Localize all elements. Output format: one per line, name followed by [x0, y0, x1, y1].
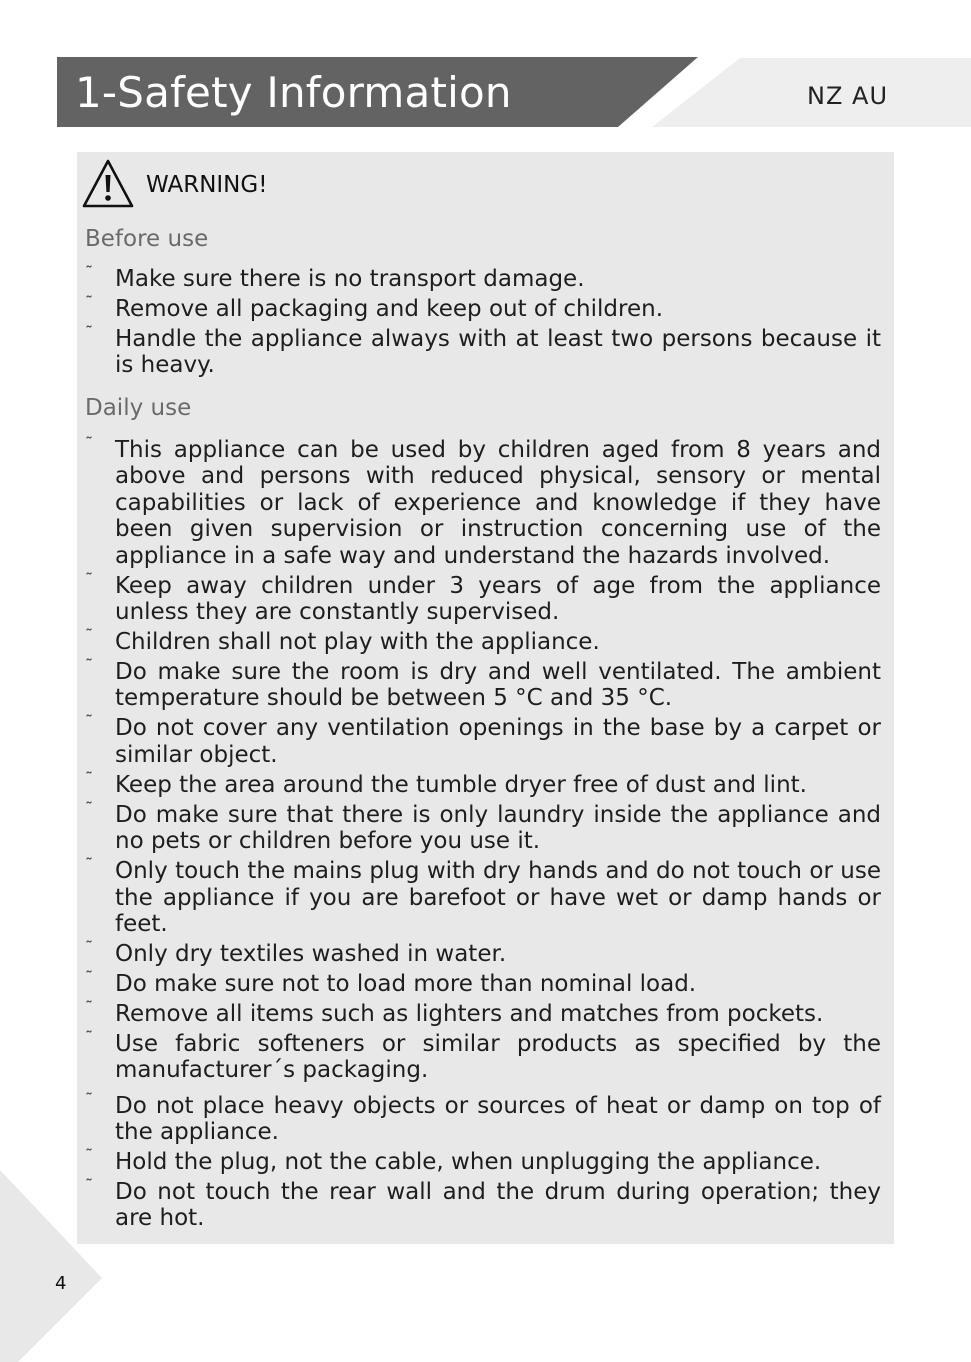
section-heading-before-use: Before use	[85, 226, 209, 252]
list-item-text: Only touch the mains plug with dry hands and do not touch or use the appliance if you are barefoot or have wet or damp hands or feet.	[115, 858, 881, 938]
warning-triangle-icon	[81, 158, 135, 210]
section-heading-daily-use: Daily use	[85, 395, 192, 421]
page-number: 4	[55, 1273, 67, 1294]
list-item-text: Do make sure not to load more than nominal load.	[115, 971, 697, 998]
before-use-list	[85, 263, 881, 379]
bullet-icon: ˜	[85, 855, 93, 875]
bullet-icon: ˜	[85, 323, 93, 342]
bullet-icon: ˜	[85, 434, 93, 453]
bullet-icon: ˜	[85, 626, 93, 646]
bullet-icon: ˜	[85, 798, 93, 818]
list-item-text: Children shall not play with the appliance.	[115, 629, 600, 656]
list-item-text: Only dry textiles washed in water.	[115, 941, 507, 968]
list-item-text: Remove all packaging and keep out of children.	[115, 296, 664, 322]
list-item-text: Do not cover any ventilation openings in the base by a carpet or similar object.	[115, 715, 881, 768]
bullet-icon: ˜	[85, 938, 93, 958]
list-item-text: Do make sure that there is only laundry inside the appliance and no pets or children before you use it.	[115, 801, 881, 855]
list-item-text: Do not place heavy objects or sources of heat or damp on top of the appliance.	[115, 1092, 881, 1145]
list-item	[85, 1028, 881, 1084]
list-item	[85, 263, 881, 292]
list-item	[85, 998, 881, 1028]
list-item	[85, 656, 881, 712]
list-item-text: Handle the appliance always with at least two persons because it is heavy.	[115, 326, 881, 379]
list-item-text: Use fabric softeners or similar products as specified by the manufacturer´s packaging.	[115, 1031, 881, 1084]
bullet-icon: ˜	[85, 656, 93, 676]
list-item	[85, 323, 881, 379]
list-item	[85, 569, 881, 626]
page-title: 1-Safety Information	[75, 68, 512, 117]
page-corner-shape	[0, 1170, 110, 1362]
list-item	[85, 1175, 881, 1232]
list-item	[85, 968, 881, 998]
list-item-text: Do make sure the room is dry and well ventilated. The ambient temperature should be between 5 °C and 35 °C.	[115, 659, 881, 712]
list-item	[85, 798, 881, 855]
bullet-icon: ˜	[85, 293, 93, 312]
list-item	[85, 626, 881, 656]
list-item-text: Do not touch the rear wall and the drum during operation; they are hot.	[115, 1178, 881, 1232]
list-item	[85, 855, 881, 938]
list-item	[85, 1089, 881, 1146]
list-item	[85, 293, 881, 322]
list-item-text: Remove all items such as lighters and matches from pockets.	[115, 1001, 824, 1028]
bullet-icon: ˜	[85, 1089, 93, 1109]
list-item-text: This appliance can be used by children aged from 8 years and above and persons with reduced physical, sensory or mental capabilities or lack of experience and knowledge if they have been given supervision or instruction concerning use of the appliance in a safe way and understand the hazards involved.	[115, 437, 881, 569]
warning-label: WARNING!	[146, 172, 268, 198]
list-item	[85, 1145, 881, 1175]
bullet-icon: ˜	[85, 1175, 93, 1195]
bullet-icon: ˜	[85, 998, 93, 1018]
list-item	[85, 712, 881, 768]
bullet-icon: ˜	[85, 1145, 93, 1165]
bullet-icon: ˜	[85, 263, 93, 282]
list-item-text: Keep the area around the tumble dryer free of dust and lint.	[115, 771, 807, 798]
bullet-icon: ˜	[85, 968, 93, 988]
bullet-icon: ˜	[85, 712, 93, 732]
list-item	[85, 938, 881, 968]
bullet-icon: ˜	[85, 1028, 93, 1048]
bullet-icon: ˜	[85, 569, 93, 589]
bullet-icon: ˜	[85, 768, 93, 788]
list-item	[85, 768, 881, 798]
daily-use-list	[85, 434, 881, 1232]
list-item-text: Make sure there is no transport damage.	[115, 266, 585, 292]
list-item	[85, 434, 881, 569]
list-item-text: Keep away children under 3 years of age from the appliance unless they are constantly supervised.	[115, 572, 881, 626]
region-label: NZ AU	[807, 82, 889, 110]
list-item-text: Hold the plug, not the cable, when unplugging the appliance.	[115, 1148, 822, 1175]
